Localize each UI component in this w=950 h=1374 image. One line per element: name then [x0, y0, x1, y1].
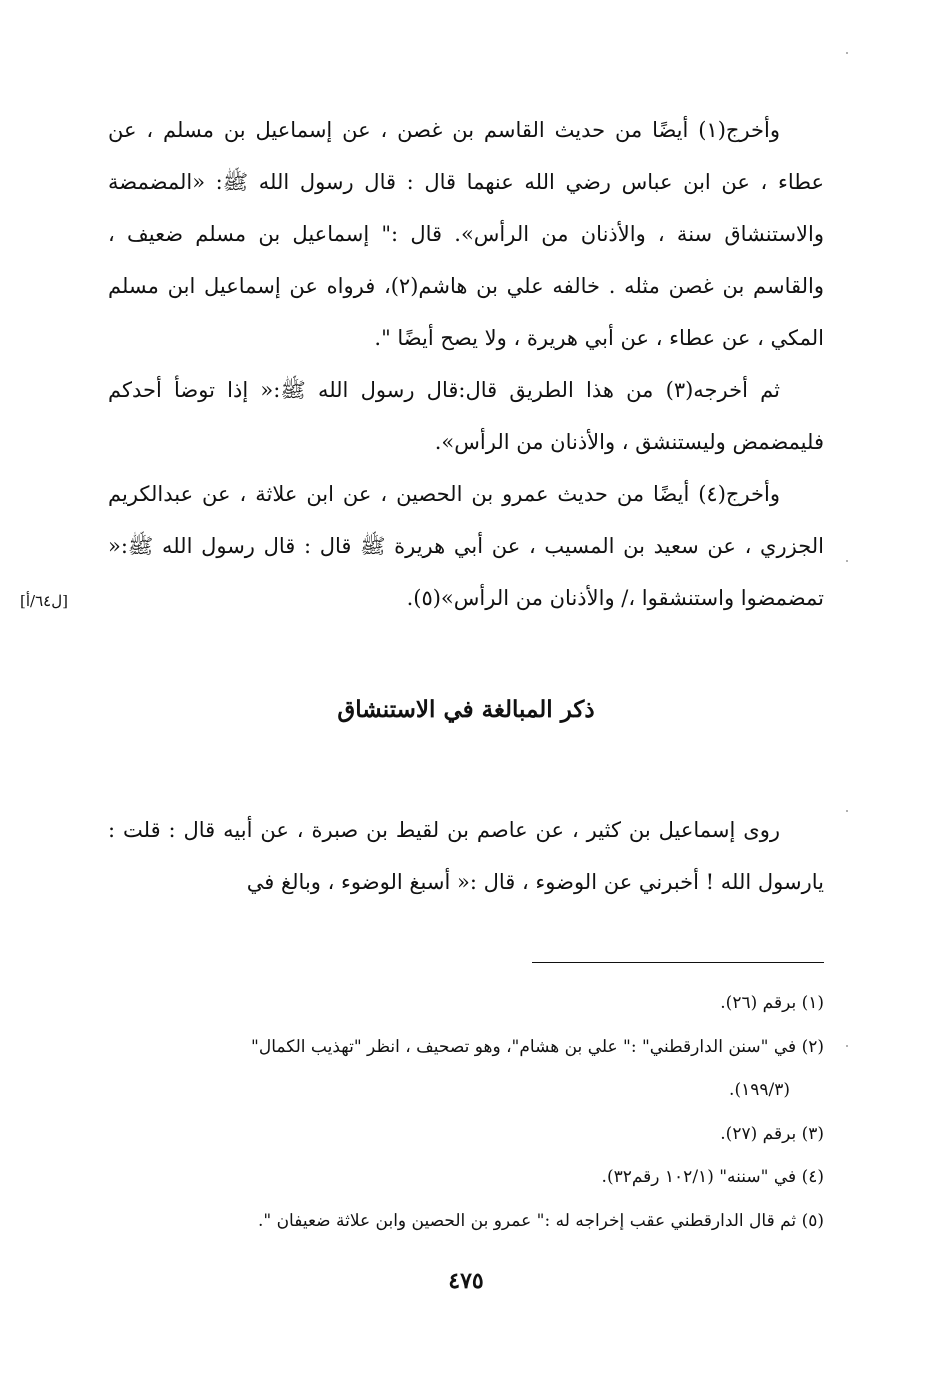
paragraph: وأخرج(١) أيضًا من حديث القاسم بن غصن ، عن إسماعيل بن مسلم ، عن عطاء ، عن ابن عباس رضي الله عنهما قال : قال رسول الله ﷺ: «المضمضة والاستنشاق سنة ، والأذنان من الرأس». قال :" إسماعيل بن مسلم ضعيف ، والقاسم بن غصن مثله . خالفه علي بن هاشم(٢)، فرواه عن إسماعيل ابن مسلم المكي ، عن عطاء ، عن أبي هريرة ، ولا يصح أيضًا ". [108, 118, 824, 350]
scan-speck [846, 810, 848, 812]
footnote-separator [532, 962, 824, 963]
footnote: (١) برقم (٢٦). [720, 993, 824, 1013]
footnote: (٥) ثم قال الدارقطني عقب إخراجه له :" عمرو بن الحصين وابن علاثة ضعيفان ". [257, 1210, 824, 1231]
manuscript-folio-note: [ل٦٤/أ] [20, 592, 68, 610]
paragraph: ثم أخرجه(٣) من هذا الطريق قال:قال رسول الله ﷺ:« إذا توضأ أحدكم فليمضمض وليستنشق ، والأذنان من الرأس». [108, 378, 824, 454]
scan-speck [846, 52, 848, 54]
scan-speck [846, 1045, 848, 1047]
footnotes [108, 982, 824, 1243]
main-text [108, 104, 824, 624]
footnote: (٤) في "سننه" (١٠٢/١ رقم٣٢). [601, 1167, 824, 1187]
page-number: ٤٧٥ [448, 1268, 484, 1294]
footnote-continuation: (١٩٩/٣). [729, 1080, 790, 1100]
section-heading: ذكر المبالغة في الاستنشاق [337, 696, 595, 723]
main-text-continued [108, 804, 824, 908]
paragraph: وأخرج(٤) أيضًا من حديث عمرو بن الحصين ، عن ابن علاثة ، عن عبدالكريم الجزري ، عن سعيد بن المسيب ، عن أبي هريرة ﷺ قال : قال رسول الله ﷺ:« تمضمضوا واستنشقوا ،/ والأذنان من الرأس»(٥). [108, 482, 824, 610]
scan-speck [846, 560, 848, 562]
footnote: (٣) برقم (٢٧). [720, 1123, 824, 1144]
paragraph: روى إسماعيل بن كثير ، عن عاصم بن لقيط بن صبرة ، عن أبيه قال : قلت : يارسول الله ! أخبرني عن الوضوء ، قال :« أسبغ الوضوء ، وبالغ في [108, 818, 824, 894]
footnote: (٢) في "سنن الدارقطني" :" علي بن هشام"، وهو تصحيف ، انظر "تهذيب الكمال" [251, 1036, 824, 1057]
